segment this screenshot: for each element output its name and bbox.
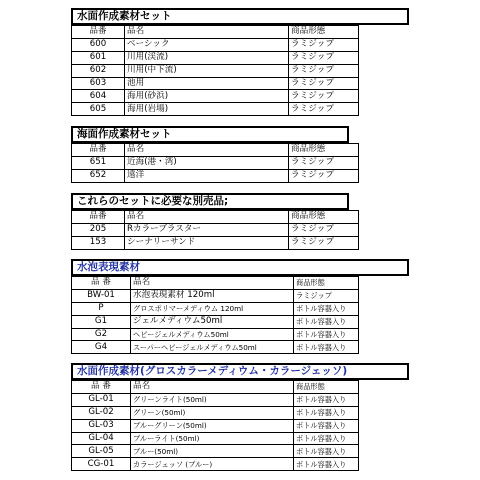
product-name: スーパーヘビージェルメディウム50ml bbox=[131, 341, 294, 354]
product-name: ヘビージェルメディウム50ml bbox=[131, 328, 294, 341]
product-name: ブルーライト(50ml) bbox=[131, 432, 294, 445]
product-name: 近海(港・湾) bbox=[125, 156, 289, 169]
product-table bbox=[71, 210, 359, 250]
table-row bbox=[72, 289, 359, 302]
product-name: 水泡表現素材 120ml bbox=[131, 289, 294, 302]
table-row bbox=[72, 406, 359, 419]
header-code: 品 番 bbox=[72, 381, 131, 394]
product-code: GL-04 bbox=[72, 432, 131, 445]
header-form: 商品形態 bbox=[294, 381, 359, 394]
product-code: 603 bbox=[72, 77, 125, 90]
table-row bbox=[72, 64, 359, 77]
product-form: ラミジップ bbox=[289, 90, 359, 103]
table-row bbox=[72, 90, 359, 103]
table-row bbox=[72, 432, 359, 445]
product-form: ラミジップ bbox=[289, 38, 359, 51]
header-form: 商品形態 bbox=[289, 26, 359, 39]
table-row bbox=[72, 51, 359, 64]
product-form: ラミジップ bbox=[294, 289, 359, 302]
product-form: ラミジップ bbox=[289, 51, 359, 64]
product-name: カラージェッソ (ブルー) bbox=[131, 458, 294, 471]
section-title: これらのセットに必要な別売品; bbox=[71, 193, 349, 210]
product-form: ラミジップ bbox=[289, 103, 359, 116]
product-code: BW-01 bbox=[72, 289, 131, 302]
product-form: ボトル容器入り bbox=[294, 406, 359, 419]
table-row bbox=[72, 419, 359, 432]
section-title: 水面作成素材セット bbox=[71, 8, 409, 25]
product-name: グロスポリマーメディウム 120ml bbox=[131, 302, 294, 315]
product-form: ボトル容器入り bbox=[294, 341, 359, 354]
product-code: GL-03 bbox=[72, 419, 131, 432]
product-name: 遠洋 bbox=[125, 169, 289, 182]
product-code: 600 bbox=[72, 38, 125, 51]
table-row bbox=[72, 169, 359, 182]
product-name: グリーンライト(50ml) bbox=[131, 393, 294, 406]
product-code: 604 bbox=[72, 90, 125, 103]
section-sea-surface-set bbox=[71, 126, 407, 181]
product-form: ラミジップ bbox=[289, 169, 359, 182]
product-form: ボトル容器入り bbox=[294, 302, 359, 315]
table-header-row bbox=[72, 277, 359, 290]
table-row bbox=[72, 156, 359, 169]
table-row bbox=[72, 38, 359, 51]
product-form: ボトル容器入り bbox=[294, 432, 359, 445]
table-row bbox=[72, 341, 359, 354]
section-water-surface-set bbox=[71, 8, 407, 114]
section-title: 水面作成素材(グロスカラーメディウム・カラージェッソ) bbox=[71, 363, 409, 380]
table-row bbox=[72, 315, 359, 328]
product-form: ラミジップ bbox=[289, 236, 359, 249]
product-code: G2 bbox=[72, 328, 131, 341]
table-header-row bbox=[72, 144, 359, 157]
table-header-row bbox=[72, 211, 359, 224]
table-row bbox=[72, 393, 359, 406]
header-code: 品番 bbox=[72, 144, 125, 157]
product-form: ボトル容器入り bbox=[294, 419, 359, 432]
header-name: 品名 bbox=[131, 277, 294, 290]
product-code: 605 bbox=[72, 103, 125, 116]
product-form: ボトル容器入り bbox=[294, 315, 359, 328]
product-name: ベーシック bbox=[125, 38, 289, 51]
product-code: GL-01 bbox=[72, 393, 131, 406]
product-code: 205 bbox=[72, 223, 125, 236]
header-form: 商品形態 bbox=[294, 277, 359, 290]
table-header-row bbox=[72, 381, 359, 394]
header-code: 品番 bbox=[72, 211, 125, 224]
header-name: 品名 bbox=[125, 211, 289, 224]
product-code: 153 bbox=[72, 236, 125, 249]
product-code: 601 bbox=[72, 51, 125, 64]
product-name: ブルーグリーン(50ml) bbox=[131, 419, 294, 432]
section-color-medium bbox=[71, 363, 407, 469]
product-form: ラミジップ bbox=[289, 156, 359, 169]
table-row bbox=[72, 445, 359, 458]
product-code: 651 bbox=[72, 156, 125, 169]
header-code: 品 番 bbox=[72, 277, 131, 290]
product-name: 池用 bbox=[125, 77, 289, 90]
table-row bbox=[72, 236, 359, 249]
header-name: 品名 bbox=[125, 26, 289, 39]
header-name: 品名 bbox=[125, 144, 289, 157]
product-name: グリーン(50ml) bbox=[131, 406, 294, 419]
product-form: ラミジップ bbox=[289, 77, 359, 90]
product-table bbox=[71, 276, 359, 354]
table-row bbox=[72, 77, 359, 90]
header-code: 品番 bbox=[72, 26, 125, 39]
product-code: 652 bbox=[72, 169, 125, 182]
product-name: 川用(渓流) bbox=[125, 51, 289, 64]
product-code: G1 bbox=[72, 315, 131, 328]
product-table bbox=[71, 380, 359, 471]
table-row bbox=[72, 103, 359, 116]
product-name: シーナリーサンド bbox=[125, 236, 289, 249]
product-form: ラミジップ bbox=[289, 64, 359, 77]
product-form: ボトル容器入り bbox=[294, 328, 359, 341]
section-title: 海面作成素材セット bbox=[71, 126, 349, 143]
section-foam-materials bbox=[71, 259, 407, 352]
table-row bbox=[72, 328, 359, 341]
product-name: ジェルメディウム50ml bbox=[131, 315, 294, 328]
product-name: 海用(岩場) bbox=[125, 103, 289, 116]
product-code: GL-05 bbox=[72, 445, 131, 458]
header-form: 商品形態 bbox=[289, 211, 359, 224]
product-form: ボトル容器入り bbox=[294, 393, 359, 406]
product-code: GL-02 bbox=[72, 406, 131, 419]
product-name: Rカラーブラスター bbox=[125, 223, 289, 236]
table-row bbox=[72, 223, 359, 236]
product-name: 海用(砂浜) bbox=[125, 90, 289, 103]
product-table bbox=[71, 143, 359, 183]
table-row bbox=[72, 302, 359, 315]
product-name: ブルー(50ml) bbox=[131, 445, 294, 458]
header-form: 商品形態 bbox=[289, 144, 359, 157]
product-name: 川用(中下流) bbox=[125, 64, 289, 77]
product-code: G4 bbox=[72, 341, 131, 354]
product-form: ラミジップ bbox=[289, 223, 359, 236]
table-header-row bbox=[72, 26, 359, 39]
section-title: 水泡表現素材 bbox=[71, 259, 409, 276]
product-code: P bbox=[72, 302, 131, 315]
table-row bbox=[72, 458, 359, 471]
product-table bbox=[71, 25, 359, 116]
product-code: 602 bbox=[72, 64, 125, 77]
header-name: 品名 bbox=[131, 381, 294, 394]
section-required-items bbox=[71, 193, 407, 248]
product-code: CG-01 bbox=[72, 458, 131, 471]
product-form: ボトル容器入り bbox=[294, 445, 359, 458]
product-form: ボトル容器入り bbox=[294, 458, 359, 471]
